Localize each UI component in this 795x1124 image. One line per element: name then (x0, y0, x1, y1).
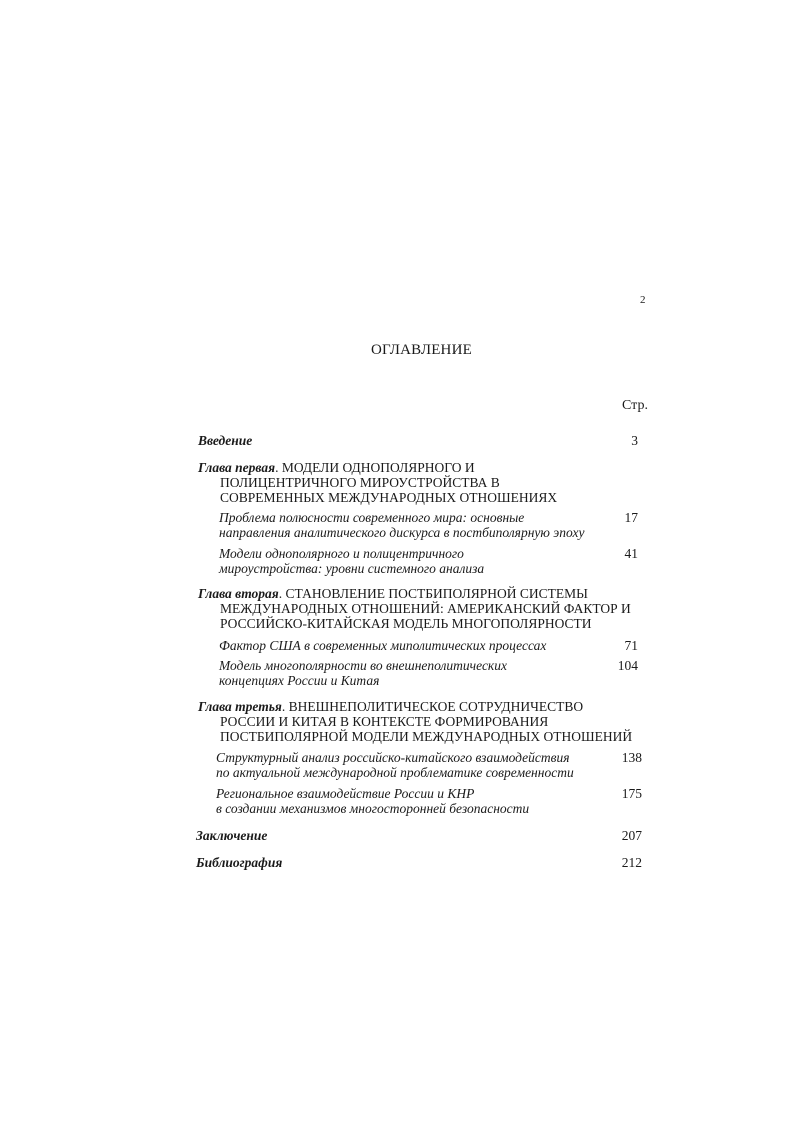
toc-chapter-2: Глава вторая. СТАНОВЛЕНИЕ ПОСТБИПОЛЯРНОЙ СИСТЕМЫ МЕЖДУНАРОДНЫХ ОТНОШЕНИЙ: АМЕРИКАНСКИЙ ФАКТОР И РОССИЙСКО-КИТАЙСКАЯ МОДЕЛЬ МНОГОПОЛЯРНОСТИ (198, 586, 631, 631)
chapter-label: Глава вторая (198, 586, 279, 601)
chapter-title-line: ВНЕШНЕПОЛИТИЧЕСКОЕ СОТРУДНИЧЕСТВО (288, 699, 584, 714)
chapter-title-line: МОДЕЛИ ОДНОПОЛЯРНОГО И (281, 460, 475, 475)
toc-section-3-1: Структурный анализ российско-китайского взаимодействия по актуальной международной проблематике современности (216, 750, 574, 780)
toc-entry-intro (198, 433, 252, 448)
entry-label: Заключение (196, 828, 268, 843)
chapter-title-line: СТАНОВЛЕНИЕ ПОСТБИПОЛЯРНОЙ СИСТЕМЫ (285, 586, 588, 601)
chapter-title-line: МЕЖДУНАРОДНЫХ ОТНОШЕНИЙ: АМЕРИКАНСКИЙ ФАКТОР И (220, 601, 631, 616)
chapter-label: Глава третья (198, 699, 282, 714)
toc-section-2-2: Модель многополярности во внешнеполитических концепциях России и Китая (219, 658, 507, 688)
toc-title: ОГЛАВЛЕНИЕ (371, 342, 472, 358)
page-column-label: Стр. (622, 398, 648, 413)
toc-page-3-1: 138 (621, 750, 642, 765)
toc-page-3-2: 175 (621, 786, 642, 801)
page-number: 2 (640, 294, 646, 306)
entry-label: Библиография (196, 855, 283, 870)
chapter-title-line: СОВРЕМЕННЫХ МЕЖДУНАРОДНЫХ ОТНОШЕНИЯХ (220, 490, 558, 505)
toc-entry-conclusion (196, 828, 267, 843)
toc-section-3-2: Региональное взаимодействие России и КНР в создании механизмов многосторонней безопасности (216, 786, 530, 816)
toc-section-1-2: Модели однополярного и полицентричного мироустройства: уровни системного анализа (219, 546, 485, 576)
chapter-title-line: РОССИЙСКО-КИТАЙСКАЯ МОДЕЛЬ МНОГОПОЛЯРНОСТИ (220, 616, 592, 631)
toc-chapter-1: Глава первая. МОДЕЛИ ОДНОПОЛЯРНОГО И ПОЛИЦЕНТРИЧНОГО МИРОУСТРОЙСТВА В СОВРЕМЕННЫХ МЕЖДУНАРОДНЫХ ОТНОШЕНИЯХ (198, 460, 558, 505)
toc-section-2-1: Фактор США в современных миполитических процессах (219, 638, 547, 653)
toc-page-2-1: 71 (624, 638, 638, 653)
toc-page-intro: 3 (631, 433, 638, 448)
toc-page-bibliography: 212 (621, 855, 642, 870)
toc-entry-bibliography (196, 855, 282, 870)
chapter-title-line: ПОСТБИПОЛЯРНОЙ МОДЕЛИ МЕЖДУНАРОДНЫХ ОТНОШЕНИЙ (220, 729, 633, 744)
entry-label: Введение (198, 433, 253, 448)
toc-page-1-1: 17 (624, 510, 638, 525)
toc-section-1-1: Проблема полюсности современного мира: основные направления аналитического дискурса в постбиполярную эпоху (219, 510, 585, 540)
chapter-title-line: ПОЛИЦЕНТРИЧНОГО МИРОУСТРОЙСТВА В (220, 475, 500, 490)
toc-page-2-2: 104 (617, 658, 638, 673)
toc-page-conclusion: 207 (621, 828, 642, 843)
chapter-label: Глава первая (198, 460, 276, 475)
toc-page-1-2: 41 (624, 546, 638, 561)
chapter-title-line: РОССИИ И КИТАЯ В КОНТЕКСТЕ ФОРМИРОВАНИЯ (220, 714, 549, 729)
toc-chapter-3: Глава третья. ВНЕШНЕПОЛИТИЧЕСКОЕ СОТРУДНИЧЕСТВО РОССИИ И КИТАЯ В КОНТЕКСТЕ ФОРМИРОВАНИЯ ПОСТБИПОЛЯРНОЙ МОДЕЛИ МЕЖДУНАРОДНЫХ ОТНОШЕНИЙ (198, 699, 633, 744)
